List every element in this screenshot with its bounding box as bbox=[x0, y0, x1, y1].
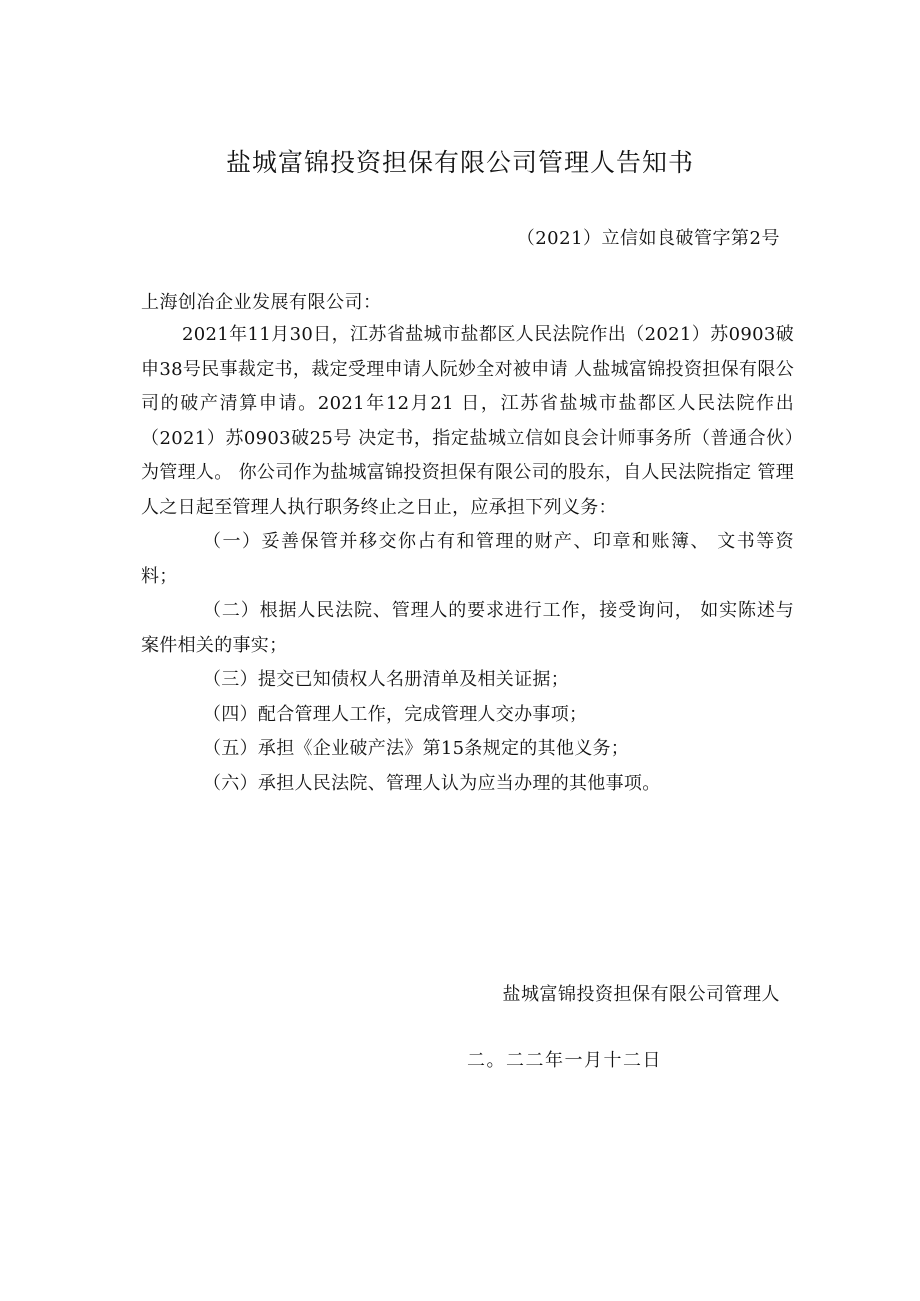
document-title: 盐城富锦投资担保有限公司管理人告知书 bbox=[225, 148, 694, 177]
signer: 盐城富锦投资担保有限公司管理人 bbox=[502, 984, 780, 1005]
document-date: 二。二二年一月十二日 bbox=[467, 1050, 662, 1071]
obligation-item: （四）配合管理人工作，完成管理人交办事项； bbox=[203, 703, 588, 725]
addressee: 上海创冶企业发展有限公司： bbox=[141, 292, 382, 313]
main-paragraph: 2021年11月30日，江苏省盐城市盐都区人民法院作出（2021）苏0903破申38号民事裁定书，裁定受理申请人阮妙全对被申请 人盐城富锦投资担保有限公司的破产清算申请。2021年12月21 日，江苏省盐城市盐都区人民法院作出（2021）苏0903破25号 决定书，指定盐城立信如良会计师事务所（普通合伙）为管理人。 你公司作为盐城富锦投资担保有限公司的股东，自人民法院指定 管理人之日起至管理人执行职务终止之日止，应承担下列义务： bbox=[141, 324, 794, 518]
obligation-item: （一）妥善保管并移交你占有和管理的财产、印章和账簿、 文书等资料； bbox=[141, 531, 794, 587]
obligation-item: （五）承担《企业破产法》第15条规定的其他义务； bbox=[203, 738, 630, 759]
document-number: （2021）立信如良破管字第2号 bbox=[516, 228, 780, 249]
document-body bbox=[141, 318, 794, 801]
obligation-item: （六）承担人民法院、管理人认为应当办理的其他事项。 bbox=[203, 772, 661, 794]
obligation-item: （三）提交已知债权人名册清单及相关证据； bbox=[203, 669, 569, 690]
obligation-item: （二）根据人民法院、管理人的要求进行工作，接受询问， 如实陈述与案件相关的事实； bbox=[141, 600, 794, 656]
